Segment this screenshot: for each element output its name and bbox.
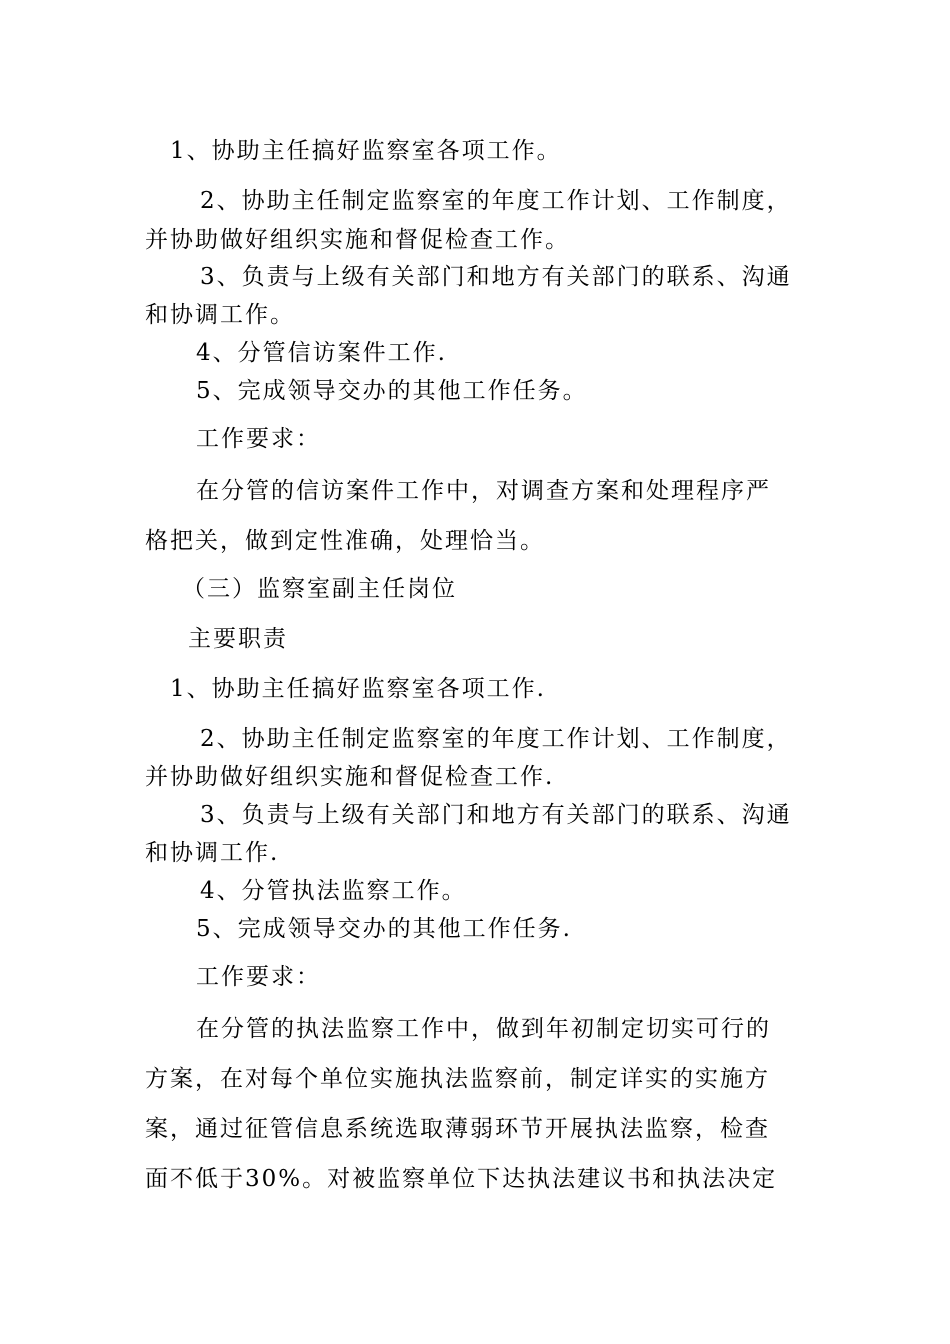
text-line-8: 工作要求： xyxy=(196,426,321,452)
text-line-5: 和协调工作。 xyxy=(145,302,295,328)
text-line-15: 并协助做好组织实施和督促检查工作. xyxy=(145,764,555,790)
text-line-3: 并协助做好组织实施和督促检查工作。 xyxy=(145,227,570,253)
text-line-1: 1、协助主任搞好监察室各项工作。 xyxy=(170,138,562,164)
text-line-10: 格把关，做到定性准确，处理恰当。 xyxy=(145,528,545,554)
text-line-14: 2、协助主任制定监察室的年度工作计划、工作制度， xyxy=(200,726,792,752)
text-line-19: 5、完成领导交办的其他工作任务. xyxy=(196,916,572,942)
subheading: 主要职责 xyxy=(188,626,288,652)
text-line-13: 1、协助主任搞好监察室各项工作. xyxy=(170,676,546,702)
text-line-7: 5、完成领导交办的其他工作任务。 xyxy=(196,378,588,404)
text-line-21: 在分管的执法监察工作中，做到年初制定切实可行的 xyxy=(196,1016,771,1042)
section-heading: （三）监察室副主任岗位 xyxy=(182,576,457,602)
text-line-20: 工作要求： xyxy=(196,964,321,990)
text-line-18: 4、分管执法监察工作。 xyxy=(200,878,467,904)
text-line-6: 4、分管信访案件工作. xyxy=(196,340,447,366)
text-line-16: 3、负责与上级有关部门和地方有关部门的联系、沟通 xyxy=(200,802,792,828)
text-line-4: 3、负责与上级有关部门和地方有关部门的联系、沟通 xyxy=(200,264,792,290)
text-line-23: 案，通过征管信息系统选取薄弱环节开展执法监察，检查 xyxy=(145,1116,770,1142)
text-line-2: 2、协助主任制定监察室的年度工作计划、工作制度， xyxy=(200,188,792,214)
text-line-9: 在分管的信访案件工作中，对调查方案和处理程序严 xyxy=(196,478,771,504)
text-line-17: 和协调工作. xyxy=(145,840,280,866)
text-line-22: 方案，在对每个单位实施执法监察前，制定详实的实施方 xyxy=(145,1066,770,1092)
text-line-24: 面不低于30%。对被监察单位下达执法建议书和执法决定 xyxy=(145,1166,778,1192)
